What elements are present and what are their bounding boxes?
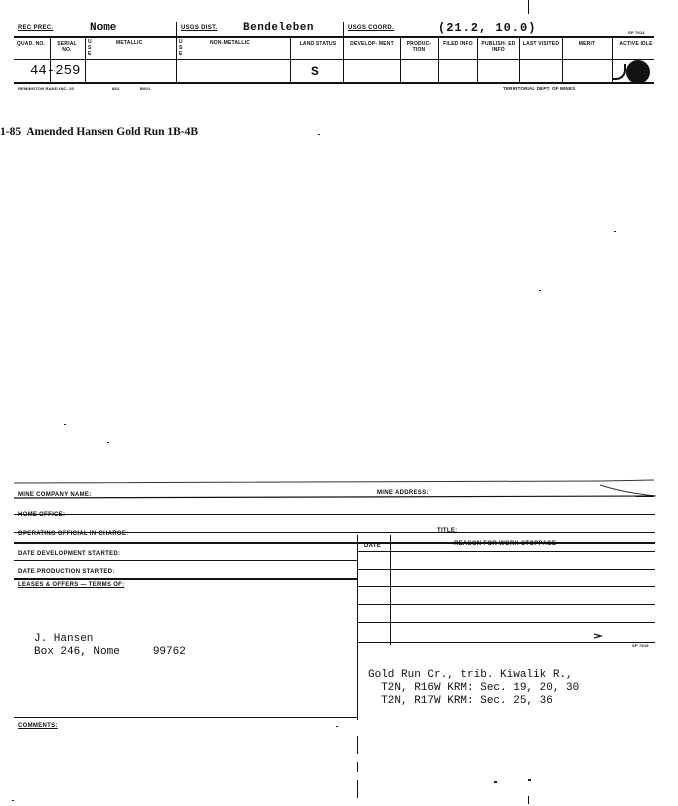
address-line: Box 246, Nome 99762: [34, 646, 186, 658]
col-metallic: METALLIC: [116, 40, 143, 46]
record-line: 1-85 Amended Hansen Gold Run 1B-4B: [0, 126, 199, 138]
col-active-idle: ACTIVE IDLE: [619, 41, 653, 47]
punch-hole: [626, 60, 650, 84]
col-non-metallic: NON-METALLIC: [210, 40, 251, 46]
date-production-started-label: DATE PRODUCTION STARTED:: [18, 569, 115, 575]
col-quad-no: QUAD. NO.: [16, 41, 46, 47]
date-column-header: DATE: [364, 543, 382, 549]
department-imprint: TERRITORIAL DEPT. OF MINES: [503, 86, 576, 91]
col-use-letters-2: U S E: [179, 39, 183, 57]
reason-column-header: REASON FOR WORK STOPPAGE: [454, 541, 557, 547]
operating-official-label: OPERATING OFFICIAL IN CHARGE:: [18, 531, 129, 537]
location-line-2: T2N, R16W KRM: Sec. 19, 20, 30: [368, 682, 580, 694]
usgs-coord-label: USGS COORD.: [348, 25, 394, 31]
col-merit: MERIT: [578, 41, 596, 47]
location-line-3: T2N, R17W KRM: Sec. 25, 36: [368, 695, 553, 707]
form-number: SP 7914: [628, 30, 645, 35]
home-office-label: HOME OFFICE:: [18, 512, 66, 518]
col-production: PRODUC- TION: [406, 41, 432, 53]
usgs-dist-label: USGS DIST.: [181, 25, 218, 31]
col-development: DEVELOP- MENT: [350, 41, 394, 47]
col-use-letters: U S E: [88, 39, 92, 57]
rec-prec-value: Nome: [90, 22, 117, 34]
top-card: [0, 0, 678, 125]
quad-serial-value: 44-259: [30, 63, 81, 79]
col-published-info: PUBLISH- ED INFO: [481, 41, 516, 53]
printer-code-1: 882: [112, 86, 120, 91]
col-serial-no: SERIAL NO.: [57, 41, 77, 53]
title-label: TITLE:: [437, 528, 458, 534]
address-name: J. Hansen: [34, 633, 94, 645]
land-status-value: S: [311, 64, 319, 79]
leases-offers-label: LEASES & OFFERS — TERMS OF:: [18, 582, 125, 588]
card-top-edge: [0, 470, 678, 500]
mine-company-label: MINE COMPANY NAME:: [18, 492, 92, 498]
margin-mark: [528, 0, 529, 14]
date-development-started-label: DATE DEVELOPMENT STARTED:: [18, 551, 121, 557]
printer-imprint: REMINGTON RAND INC. 20: [18, 86, 75, 91]
bottom-form-number: SP 7915: [632, 643, 649, 648]
col-land-status: LAND STATUS: [299, 41, 337, 47]
mine-address-label: MINE ADDRESS:: [377, 490, 429, 496]
bottom-card: [0, 470, 678, 806]
printer-code-2: B801: [140, 86, 151, 91]
usgs-coord-value: (21.2, 10.0): [438, 21, 537, 35]
rec-prec-label: REC PREC.: [18, 25, 54, 31]
col-last-visited: LAST VISITED: [522, 41, 560, 47]
arrow-mark: [594, 633, 604, 639]
comments-label: COMMENTS:: [18, 723, 58, 729]
location-line-1: Gold Run Cr., trib. Kiwalik R.,: [368, 669, 573, 681]
punch-arc: [612, 64, 626, 80]
col-filed-info: FILED INFO: [443, 41, 473, 47]
usgs-dist-value: Bendeleben: [243, 22, 315, 34]
